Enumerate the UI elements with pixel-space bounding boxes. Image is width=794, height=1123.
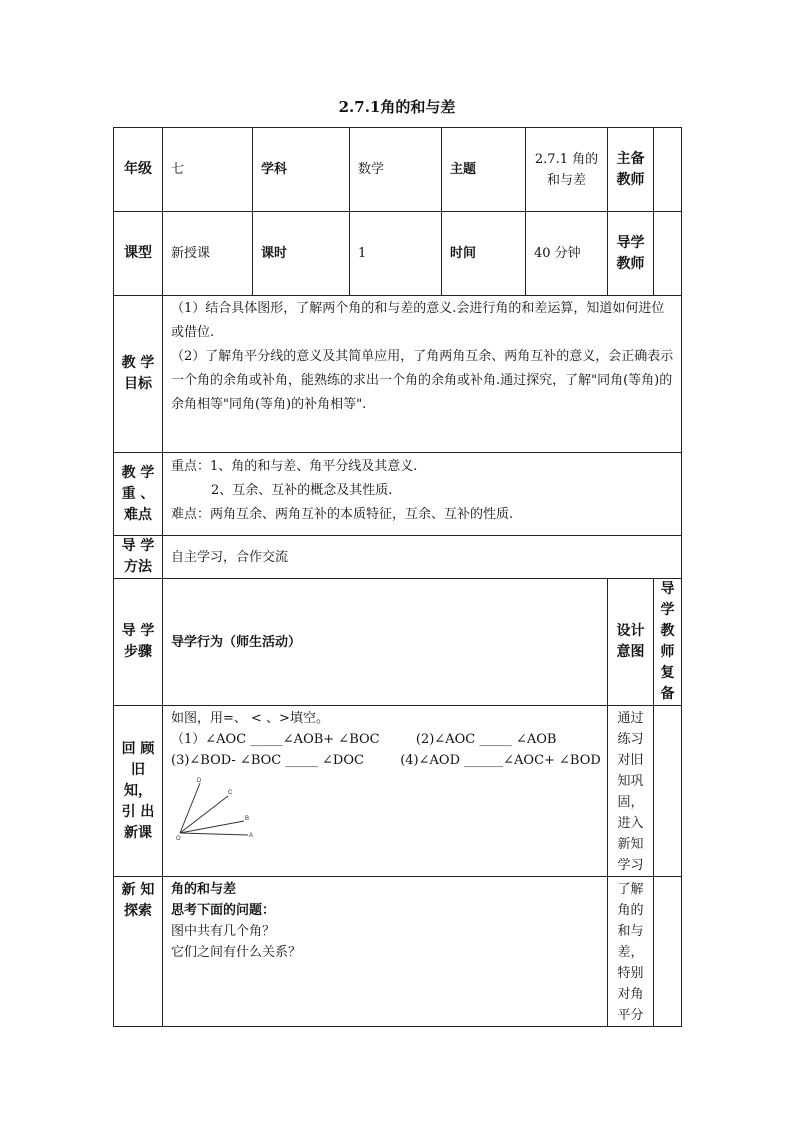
lesson-plan-table (113, 127, 682, 1027)
objectives-content (163, 296, 682, 453)
main-teacher-value (654, 128, 682, 212)
grade-value: 七 (163, 128, 253, 212)
keypoints-label: 教 学 重 、难点 (114, 453, 163, 536)
steps-label: 导 学步骤 (114, 579, 163, 706)
main-teacher-label: 主备教师 (608, 128, 654, 212)
point-c-label: C (228, 790, 233, 796)
period-value: 1 (350, 212, 442, 296)
point-d-label: D (197, 778, 202, 784)
guide-teacher-label: 导学教师 (608, 212, 654, 296)
info-row-2 (114, 212, 682, 296)
objective-1: （1）结合具体图形，了解两个角的和与差的意义.会进行角的和差运算，知道如何进位或借位. (171, 301, 665, 340)
method-row (114, 536, 682, 579)
lesson-type-value: 新授课 (163, 212, 253, 296)
question-4: (4)∠AOD ______∠AOC+ ∠BOD (400, 753, 601, 768)
objectives-row (114, 296, 682, 453)
design-header: 设计意图 (608, 579, 654, 706)
explore-row (114, 877, 682, 1027)
time-label: 时间 (442, 212, 526, 296)
keypoints-content (163, 453, 682, 536)
explore-question-2: 它们之间有什么关系？ (171, 945, 302, 960)
point-a-label: A (249, 833, 254, 839)
subject-label: 学科 (253, 128, 350, 212)
explore-content (163, 877, 608, 1027)
method-value: 自主学习，合作交流 (163, 536, 682, 579)
review-content (163, 706, 608, 877)
point-o-label: O (176, 836, 181, 841)
explore-design: 了解角的和与差，特别对角平分 (608, 877, 654, 1027)
explore-teacher-notes (654, 877, 682, 1027)
review-label: 回 顾旧知，引 出新课 (114, 706, 163, 877)
period-label: 课时 (253, 212, 350, 296)
document-title: 2.7.1角的和与差 (338, 98, 456, 116)
ray-ob (180, 821, 244, 833)
review-question-line-2 (171, 750, 601, 771)
keypoint-line-1: 重点：1、角的和与差、角平分线及其意义. (171, 459, 418, 474)
time-value: 40 分钟 (526, 212, 608, 296)
explore-subheading: 思考下面的问题： (171, 903, 276, 918)
topic-value: 2.7.1 角的和与差 (526, 128, 608, 212)
point-b-label: B (245, 816, 250, 822)
lesson-type-label: 课型 (114, 212, 163, 296)
review-teacher-notes (654, 706, 682, 877)
explore-question-1: 图中共有几个角？ (171, 924, 276, 939)
question-3: (3)∠BOD- ∠BOC _____ ∠DOC (171, 753, 364, 768)
explore-heading: 角的和与差 (171, 882, 237, 897)
keypoint-line-2: 2、互余、互补的概念及其性质. (211, 483, 393, 498)
info-row-1 (114, 128, 682, 212)
explore-label: 新 知探索 (114, 877, 163, 1027)
review-header: 导学教师复备 (654, 579, 682, 706)
keypoints-row (114, 453, 682, 536)
objectives-label: 教 学目标 (114, 296, 163, 453)
objective-2: （2）了解角平分线的意义及其简单应用，了角两角互余、两角互补的意义，会正确表示一个角的余角或补角，能熟练的求出一个角的余角或补角.通过探究，了解"同角(等角)的余角相等"同角(等角)的补角相等". (171, 349, 674, 412)
review-design: 通过练习对旧知巩固，进入新知学习 (608, 706, 654, 877)
grade-label: 年级 (114, 128, 163, 212)
activity-header: 导学行为（师生活动） (163, 579, 608, 706)
method-label: 导 学方法 (114, 536, 163, 579)
keypoint-line-3: 难点：两角互余、两角互补的本质特征，互余、互补的性质. (171, 507, 514, 522)
review-question-line-1 (171, 729, 601, 750)
review-row (114, 706, 682, 877)
angle-diagram (175, 775, 275, 841)
subject-value: 数学 (350, 128, 442, 212)
topic-label: 主题 (442, 128, 526, 212)
question-2: (2)∠AOC _____ ∠AOB (415, 732, 557, 747)
steps-header-row (114, 579, 682, 706)
question-1: （1）∠AOC _____∠AOB+ ∠BOC (171, 732, 380, 747)
ray-oa (180, 833, 248, 835)
guide-teacher-value (654, 212, 682, 296)
review-intro: 如图，用=、 < 、>填空。 (171, 711, 329, 726)
